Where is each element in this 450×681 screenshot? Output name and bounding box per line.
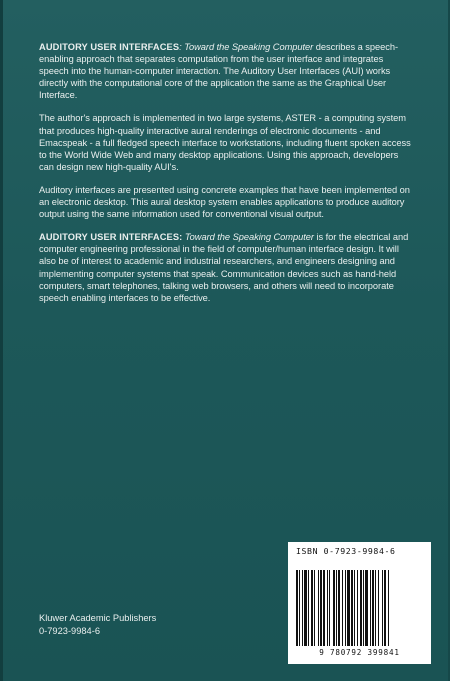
publisher-block — [39, 612, 156, 637]
book-title-repeat: AUDITORY USER INTERFACES: — [39, 232, 183, 243]
paragraph-4 — [39, 231, 413, 304]
cover-text — [39, 41, 413, 315]
publisher-name: Kluwer Academic Publishers — [39, 613, 157, 623]
paragraph-3: Auditory interfaces are presented using concrete examples that have been implemented on an electronic desktop. This aural desktop system enables applications to produce auditory output using the same information used for conventional visual output. — [39, 184, 410, 220]
ean-digits: 9 780792 399841 — [319, 648, 400, 657]
book-subtitle-repeat: Toward the Speaking Computer — [182, 232, 314, 243]
paragraph-2: The author's approach is implemented in two large systems, ASTER - a computing system that produces high-quality interactive aural renderings of electronic documents - and Emacspeak - a full fledged speech interface to workstations, including fluent spoken access to the World Wide Web and many desktop applications. Using this approach, developers can design new high-quality AUI's. — [39, 113, 411, 172]
barcode-bars — [294, 570, 425, 646]
paragraph-1 — [39, 41, 413, 101]
publisher-isbn: 0-7923-9984-6 — [39, 625, 100, 636]
isbn-barcode — [288, 542, 431, 664]
book-subtitle: : Toward the Speaking Computer — [179, 42, 314, 52]
paragraph-4-body: is for the electrical and computer engineering professional in the field of computer/human interface design. It will also be of interest to academic and industrial researchers, and engineers designing and implementing computer systems that speak. Communication devices such as hand-held computers, smart telephones, talking web browsers, and others will need to incorporate speech enabling interfaces to be effective. — [39, 232, 409, 303]
isbn-label: ISBN 0-7923-9984-6 — [296, 546, 396, 556]
book-title: AUDITORY USER INTERFACES — [39, 42, 180, 52]
paragraph-1-body: describes a speech-enabling approach that separates computation from the user interface and integrates speech into the human-computer interaction. The Auditory User Interfaces (AUI) works directly with the computational core of the application the same as the Graphical User Interface. — [39, 42, 399, 101]
